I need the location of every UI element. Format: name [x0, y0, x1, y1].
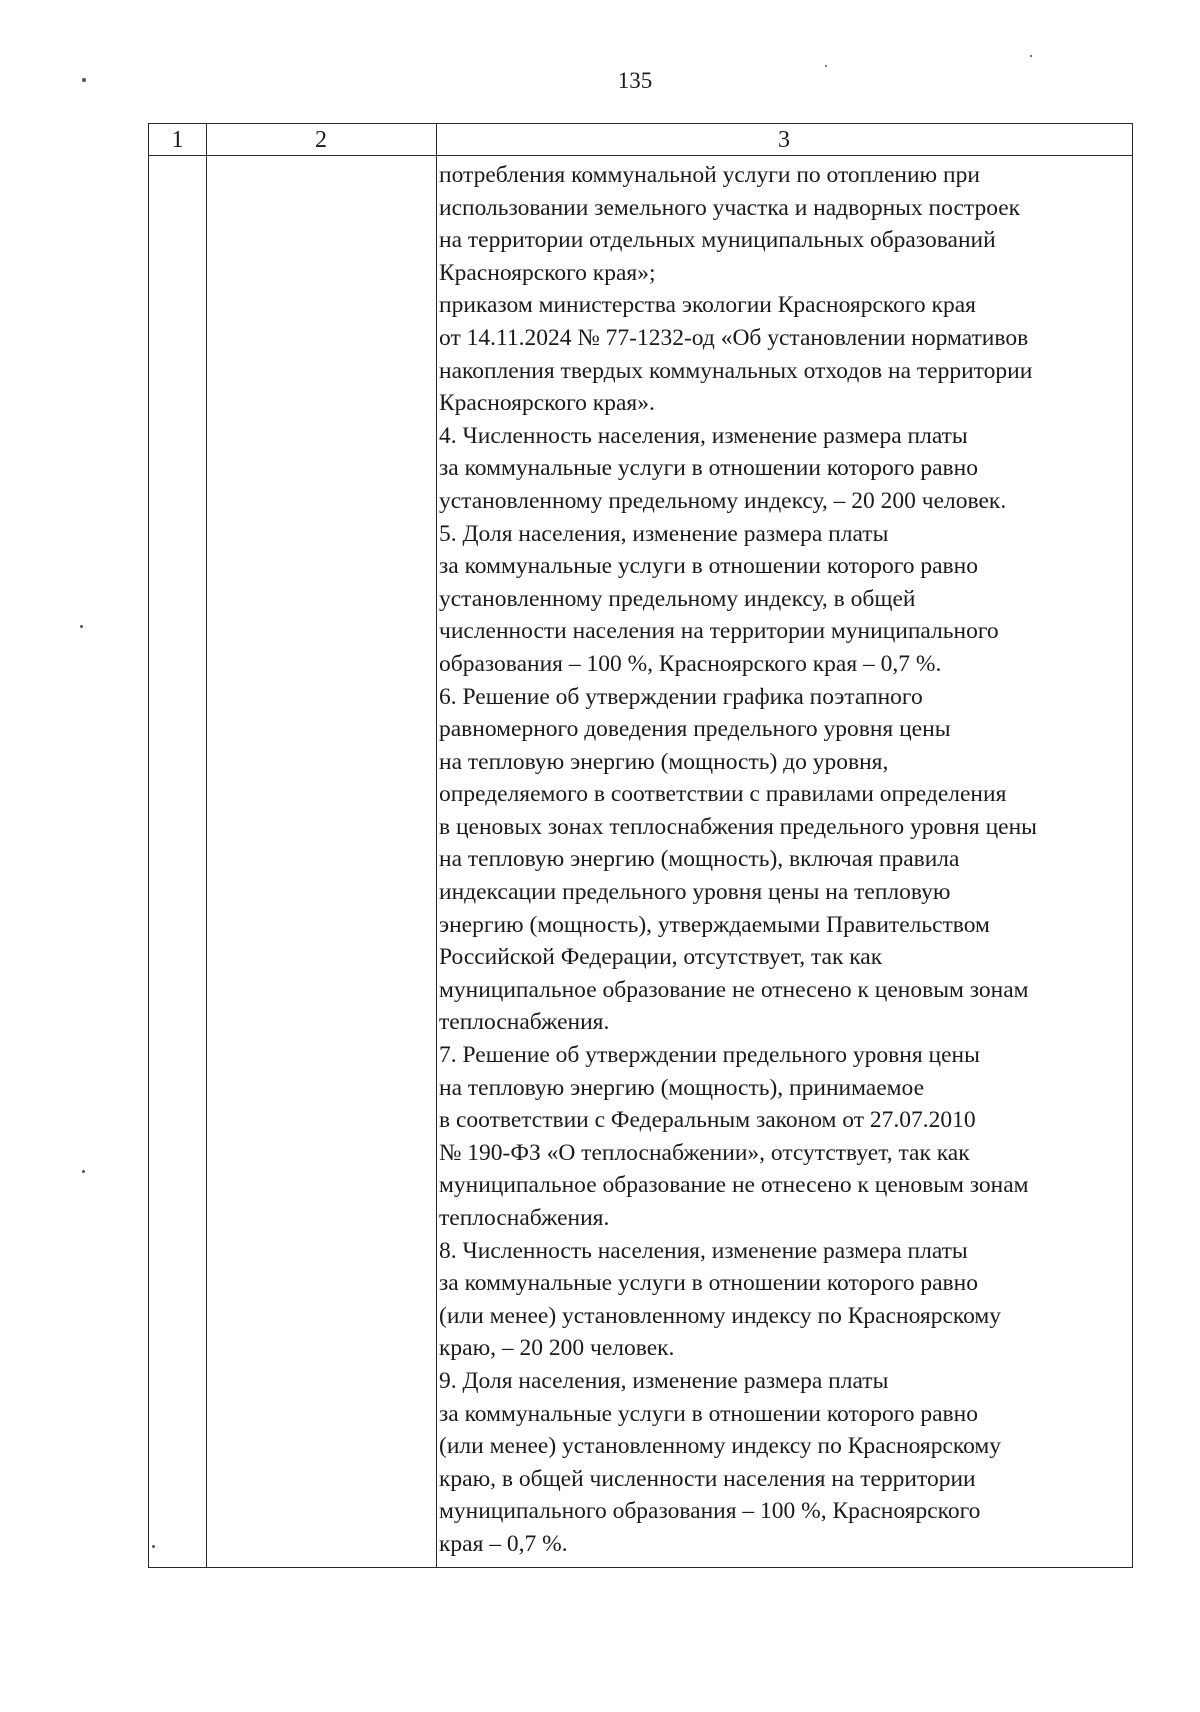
- column-divider-2: [436, 124, 437, 1567]
- text-line: краю, – 20 200 человек.: [439, 1335, 675, 1362]
- table-cell-col-3: [439, 159, 1129, 1561]
- text-line: на территории отдельных муниципальных образований: [439, 227, 996, 254]
- text-line: 5. Доля населения, изменение размера платы: [439, 520, 889, 547]
- text-line: Российской Федерации, отсутствует, так как: [439, 944, 883, 971]
- scan-speck: [825, 65, 827, 67]
- text-line: краю, в общей численности населения на территории: [439, 1465, 976, 1492]
- header-col-1: 1: [171, 127, 184, 153]
- text-line: потребления коммунальной услуги по отоплению при: [439, 162, 980, 188]
- text-line: теплоснабжения.: [439, 1009, 610, 1036]
- text-line: края – 0,7 %.: [439, 1530, 568, 1557]
- text-line: (или менее) установленному индексу по Красноярскому: [439, 1433, 1002, 1460]
- text-line: на тепловую энергию (мощность), принимаемое: [439, 1074, 925, 1101]
- scan-speck: [82, 1170, 85, 1173]
- text-line: Красноярского края»;: [439, 259, 656, 286]
- text-line: энергию (мощность), утверждаемыми Правительством: [439, 911, 990, 938]
- text-line: (или менее) установленному индексу по Красноярскому: [439, 1302, 1002, 1329]
- scan-speck: [1030, 55, 1032, 57]
- text-line: накопления твердых коммунальных отходов на территории: [439, 357, 1033, 384]
- text-line: муниципальное образование не отнесено к ценовым зонам: [439, 1172, 1029, 1199]
- text-line: за коммунальные услуги в отношении которого равно: [439, 553, 978, 580]
- text-line: определяемого в соответствии с правилами определения: [439, 781, 1007, 808]
- text-line: 4. Численность населения, изменение размера платы: [439, 422, 968, 449]
- text-line: от 14.11.2024 № 77-1232-од «Об установлении нормативов: [439, 324, 1029, 351]
- text-line: на тепловую энергию (мощность), включая правила: [439, 846, 960, 873]
- text-line: индексации предельного уровня цены на тепловую: [439, 879, 951, 906]
- header-col-2: 2: [315, 127, 327, 153]
- text-line: 6. Решение об утверждении графика поэтапного: [439, 683, 923, 710]
- text-line: равномерного доведения предельного уровня цены: [439, 716, 951, 743]
- text-line: за коммунальные услуги в отношении которого равно: [439, 1270, 978, 1297]
- document-table: [148, 123, 1133, 1568]
- text-line: установленному предельному индексу, – 20 200 человек.: [439, 487, 1007, 514]
- text-line: в соответствии с Федеральным законом от 27.07.2010: [439, 1107, 976, 1134]
- text-line: установленному предельному индексу, в общей: [439, 585, 916, 612]
- table-header-row: [149, 124, 1132, 156]
- text-line: теплоснабжения.: [439, 1205, 610, 1231]
- text-line: за коммунальные услуги в отношении которого равно: [439, 455, 978, 482]
- scan-speck: [152, 1545, 155, 1548]
- text-line: использовании земельного участка и надворных построек: [439, 194, 1021, 221]
- scan-speck: [82, 78, 86, 82]
- text-line: 8. Численность населения, изменение размера платы: [439, 1237, 968, 1264]
- text-line: муниципальное образование не отнесено к ценовым зонам: [439, 976, 1029, 1003]
- text-line: муниципального образования – 100 %, Красноярского: [439, 1498, 981, 1525]
- text-line: на тепловую энергию (мощность) до уровня,: [439, 748, 889, 775]
- text-line: № 190-ФЗ «О теплоснабжении», отсутствует, так как: [439, 1139, 970, 1166]
- header-col-3: 3: [778, 127, 790, 153]
- text-line: в ценовых зонах теплоснабжения предельного уровня цены: [439, 813, 1037, 840]
- text-line: 7. Решение об утверждении предельного уровня цены: [439, 1042, 980, 1069]
- text-line: численности населения на территории муниципального: [439, 618, 999, 645]
- text-line: образования – 100 %, Красноярского края – 0,7 %.: [439, 650, 942, 677]
- column-divider-1: [206, 124, 207, 1567]
- page-number: 135: [617, 68, 653, 93]
- text-line: за коммунальные услуги в отношении которого равно: [439, 1400, 978, 1427]
- text-line: 9. Доля населения, изменение размера платы: [439, 1367, 889, 1394]
- scan-speck: [80, 625, 83, 628]
- text-line: приказом министерства экологии Красноярского края: [439, 292, 976, 319]
- text-line: Красноярского края».: [439, 390, 655, 417]
